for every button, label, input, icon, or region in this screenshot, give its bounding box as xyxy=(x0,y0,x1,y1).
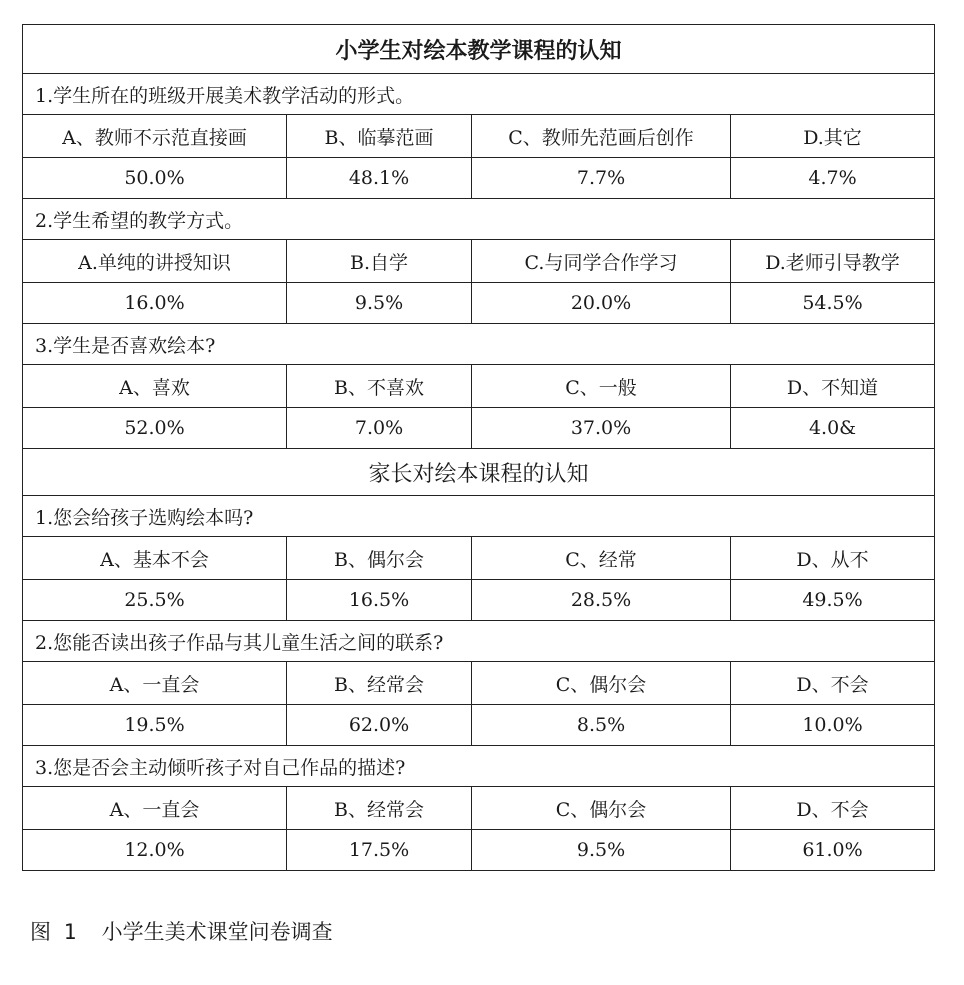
option-a: A、一直会 xyxy=(23,662,287,705)
options-row xyxy=(23,365,935,408)
values-row xyxy=(23,830,935,871)
question-text: 1.学生所在的班级开展美术教学活动的形式。 xyxy=(23,74,935,115)
value-b: 62.0% xyxy=(287,705,472,746)
parent-section-title: 家长对绘本课程的认知 xyxy=(23,449,935,496)
question-text: 3.您是否会主动倾听孩子对自己作品的描述? xyxy=(23,746,935,787)
option-c: C、偶尔会 xyxy=(472,662,731,705)
option-c: C、偶尔会 xyxy=(472,787,731,830)
option-d: D、从不 xyxy=(731,537,935,580)
options-row xyxy=(23,787,935,830)
question-text: 2.您能否读出孩子作品与其儿童生活之间的联系? xyxy=(23,621,935,662)
values-row xyxy=(23,580,935,621)
value-d: 49.5% xyxy=(731,580,935,621)
option-d: D、不会 xyxy=(731,662,935,705)
value-b: 16.5% xyxy=(287,580,472,621)
option-b: B、临摹范画 xyxy=(287,115,472,158)
value-a: 25.5% xyxy=(23,580,287,621)
value-d: 61.0% xyxy=(731,830,935,871)
option-b: B、偶尔会 xyxy=(287,537,472,580)
option-d: D、不知道 xyxy=(731,365,935,408)
value-a: 12.0% xyxy=(23,830,287,871)
question-text: 2.学生希望的教学方式。 xyxy=(23,199,935,240)
option-a: A、基本不会 xyxy=(23,537,287,580)
value-c: 37.0% xyxy=(472,408,731,449)
value-d: 54.5% xyxy=(731,283,935,324)
value-c: 7.7% xyxy=(472,158,731,199)
option-d: D.老师引导教学 xyxy=(731,240,935,283)
value-a: 16.0% xyxy=(23,283,287,324)
option-b: B、经常会 xyxy=(287,787,472,830)
value-c: 28.5% xyxy=(472,580,731,621)
value-d: 4.0& xyxy=(731,408,935,449)
student-section-title: 小学生对绘本教学课程的认知 xyxy=(23,25,935,74)
option-c: C.与同学合作学习 xyxy=(472,240,731,283)
parent-section-title-row xyxy=(23,449,935,496)
question-text: 3.学生是否喜欢绘本? xyxy=(23,324,935,365)
question-row xyxy=(23,746,935,787)
value-d: 10.0% xyxy=(731,705,935,746)
question-row xyxy=(23,74,935,115)
question-row xyxy=(23,324,935,365)
option-a: A、喜欢 xyxy=(23,365,287,408)
question-text: 1.您会给孩子选购绘本吗? xyxy=(23,496,935,537)
option-b: B.自学 xyxy=(287,240,472,283)
value-c: 8.5% xyxy=(472,705,731,746)
student-section-title-row xyxy=(23,25,935,74)
option-c: C、教师先范画后创作 xyxy=(472,115,731,158)
value-c: 9.5% xyxy=(472,830,731,871)
option-d: D.其它 xyxy=(731,115,935,158)
option-c: C、一般 xyxy=(472,365,731,408)
values-row xyxy=(23,705,935,746)
figure-caption: 图 1 小学生美术课堂问卷调查 xyxy=(30,920,333,944)
value-a: 50.0% xyxy=(23,158,287,199)
value-a: 52.0% xyxy=(23,408,287,449)
survey-table xyxy=(22,24,935,871)
values-row xyxy=(23,283,935,324)
question-row xyxy=(23,199,935,240)
options-row xyxy=(23,240,935,283)
question-row xyxy=(23,496,935,537)
values-row xyxy=(23,158,935,199)
option-a: A.单纯的讲授知识 xyxy=(23,240,287,283)
value-d: 4.7% xyxy=(731,158,935,199)
values-row xyxy=(23,408,935,449)
value-c: 20.0% xyxy=(472,283,731,324)
value-b: 9.5% xyxy=(287,283,472,324)
option-d: D、不会 xyxy=(731,787,935,830)
value-b: 7.0% xyxy=(287,408,472,449)
options-row xyxy=(23,662,935,705)
value-a: 19.5% xyxy=(23,705,287,746)
option-c: C、经常 xyxy=(472,537,731,580)
value-b: 17.5% xyxy=(287,830,472,871)
option-b: B、经常会 xyxy=(287,662,472,705)
options-row xyxy=(23,115,935,158)
question-row xyxy=(23,621,935,662)
option-a: A、教师不示范直接画 xyxy=(23,115,287,158)
value-b: 48.1% xyxy=(287,158,472,199)
options-row xyxy=(23,537,935,580)
option-a: A、一直会 xyxy=(23,787,287,830)
option-b: B、不喜欢 xyxy=(287,365,472,408)
